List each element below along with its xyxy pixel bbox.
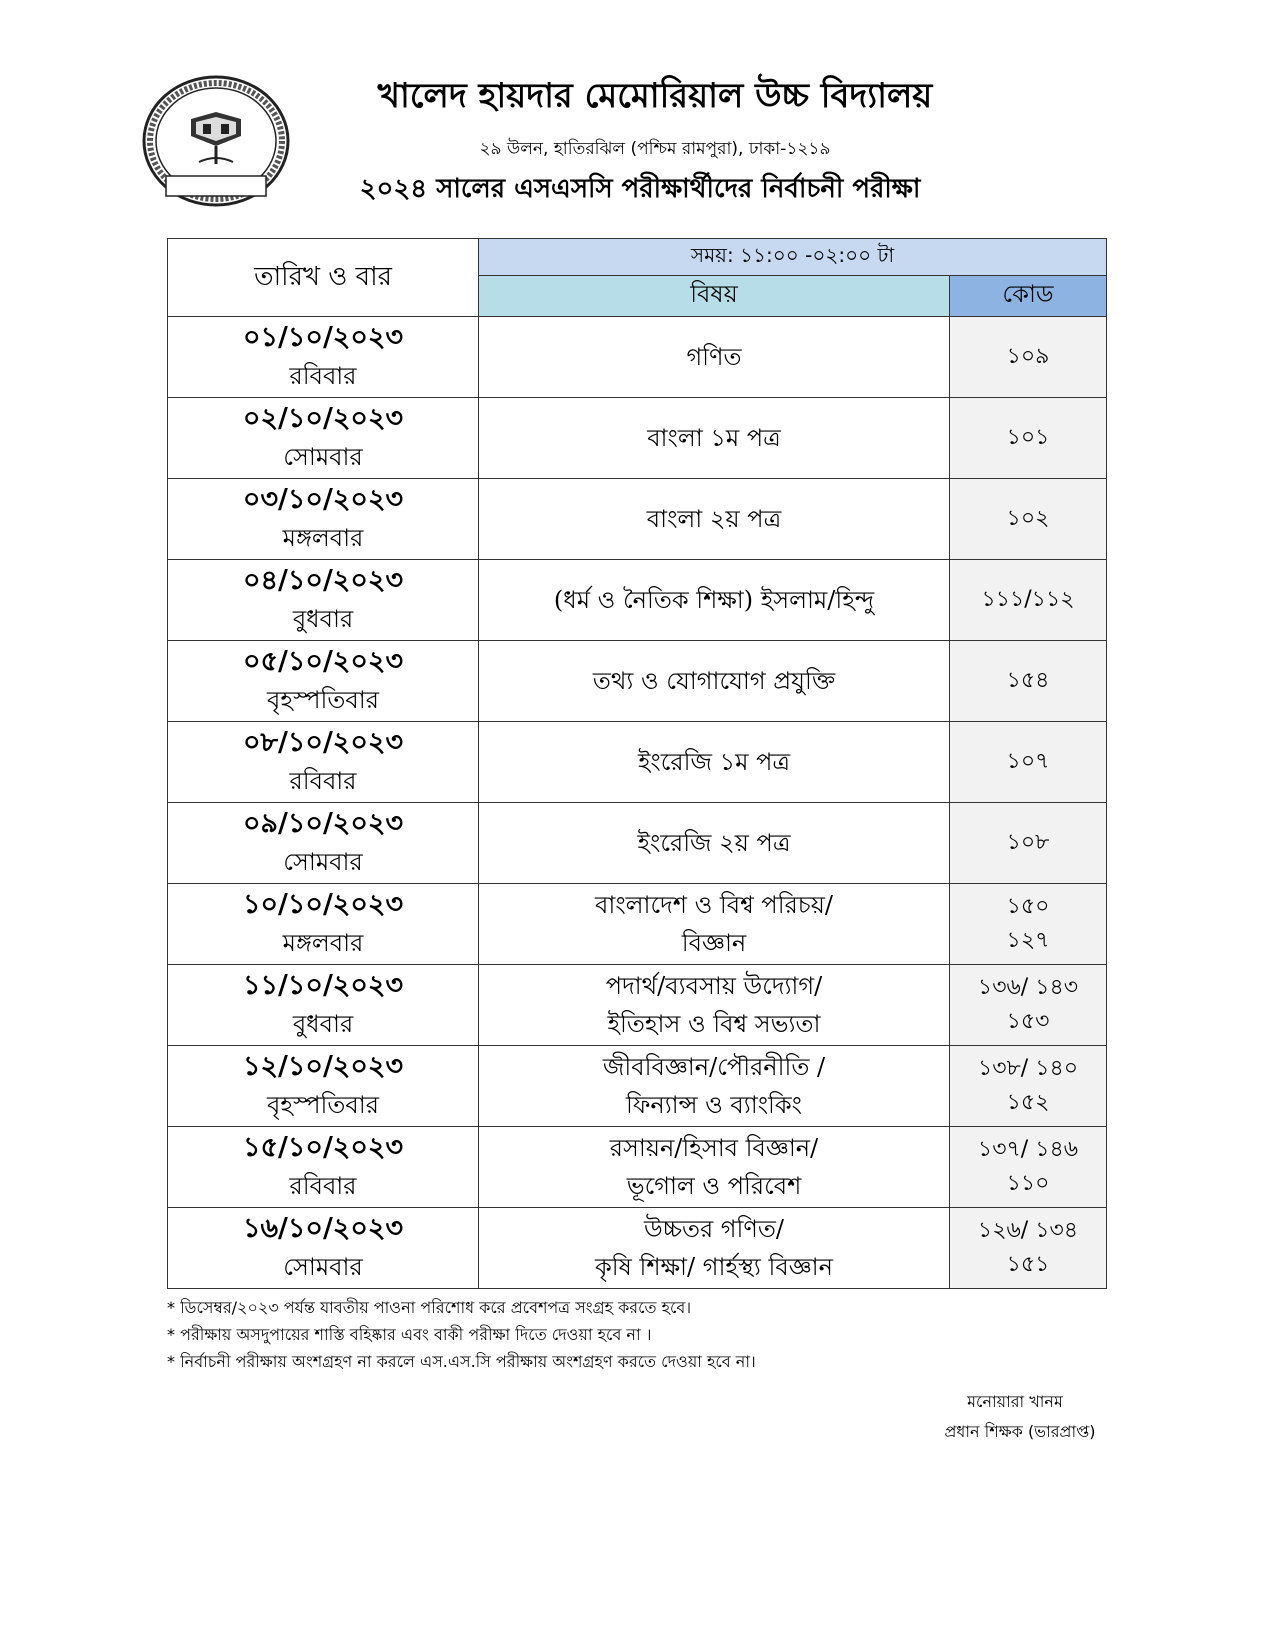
code-cell	[950, 560, 1107, 641]
exam-date: ০৫/১০/২০২৩	[242, 646, 404, 677]
subject-cell	[479, 965, 950, 1046]
subject-code: ১০২	[1006, 506, 1050, 531]
subject-code: ১০৮	[1006, 830, 1050, 855]
subject-code: ১০৯	[1006, 344, 1050, 369]
date-day-cell	[168, 884, 479, 965]
exam-weekday: সোমবার	[283, 848, 363, 876]
exam-date: ০২/১০/২০২৩	[242, 403, 404, 434]
subject-name: উচ্চতর গণিত/	[644, 1215, 784, 1243]
subject-cell	[479, 1208, 950, 1289]
code-cell	[950, 641, 1107, 722]
school-address: ২৯ উলন, হাতিরঝিল (পশ্চিম রামপুরা), ঢাকা-১২১৯	[479, 139, 831, 159]
signatory-name: মনোয়ারা খানম	[967, 1392, 1063, 1411]
exam-weekday: সোমবার	[283, 443, 363, 471]
exam-weekday: বুধবার	[292, 605, 354, 633]
subject-code: ১৫৩	[1006, 1009, 1050, 1034]
subject-name: জীববিজ্ঞান/পৌরনীতি /	[602, 1053, 826, 1081]
table-row	[168, 803, 1107, 884]
subject-name: গণিত	[686, 343, 742, 371]
date-day-cell	[168, 803, 479, 884]
notes-section	[167, 1294, 1067, 1375]
subject-cell	[479, 722, 950, 803]
subject-name: বাংলা ১ম পত্র	[647, 424, 781, 452]
subject-name: ফিন্যান্স ও ব্যাংকিং	[625, 1091, 803, 1119]
exam-date: ১০/১০/২০২৩	[242, 889, 404, 920]
subject-code: ১৫০	[1006, 894, 1050, 919]
subject-code: ১৩৮/ ১৪০	[977, 1056, 1079, 1081]
subject-cell	[479, 1127, 950, 1208]
subject-name: রসায়ন/হিসাব বিজ্ঞান/	[609, 1134, 819, 1162]
code-cell	[950, 803, 1107, 884]
subject-cell	[479, 803, 950, 884]
subject-cell	[479, 1046, 950, 1127]
subject-code: ১৫২	[1006, 1090, 1050, 1115]
code-cell	[950, 317, 1107, 398]
subject-cell	[479, 398, 950, 479]
exam-date: ১৬/১০/২০২৩	[242, 1213, 404, 1244]
subject-code: ১২৬/ ১৩৪	[977, 1218, 1079, 1243]
code-cell	[950, 722, 1107, 803]
subject-name: কৃষি শিক্ষা/ গার্হস্থ্য বিজ্ঞান	[595, 1253, 833, 1281]
date-day-cell	[168, 1127, 479, 1208]
exam-weekday: মঙ্গলবার	[282, 524, 364, 552]
exam-weekday: বুধবার	[292, 1010, 354, 1038]
subject-name: বিজ্ঞান	[681, 929, 747, 957]
subject-name: পদার্থ/ব্যবসায় উদ্যোগ/	[605, 972, 823, 1000]
subject-header: বিষয়	[479, 276, 950, 317]
exam-date: ১৫/১০/২০২৩	[242, 1132, 404, 1163]
subject-cell	[479, 479, 950, 560]
school-seal-icon	[141, 74, 291, 208]
code-cell	[950, 398, 1107, 479]
date-day-cell	[168, 641, 479, 722]
subject-code: ১২৭	[1006, 928, 1050, 953]
exam-title: ২০২৪ সালের এসএসসি পরীক্ষার্থীদের নির্বাচনী পরীক্ষা	[359, 174, 921, 204]
exam-date: ০৩/১০/২০২৩	[242, 484, 404, 515]
date-day-cell	[168, 1208, 479, 1289]
subject-cell	[479, 560, 950, 641]
exam-weekday: বৃহস্পতিবার	[267, 1091, 379, 1119]
exam-date: ০১/১০/২০২৩	[242, 322, 404, 353]
exam-weekday: রবিবার	[289, 362, 357, 390]
exam-date: ০৮/১০/২০২৩	[242, 727, 404, 758]
subject-name: তথ্য ও যোগাযোগ প্রযুক্তি	[592, 667, 836, 695]
subject-cell	[479, 884, 950, 965]
date-day-cell	[168, 560, 479, 641]
subject-name: ভূগোল ও পরিবেশ	[626, 1172, 802, 1200]
subject-name: ইতিহাস ও বিশ্ব সভ্যতা	[607, 1010, 821, 1038]
code-cell	[950, 884, 1107, 965]
subject-code: ১০৭	[1006, 749, 1050, 774]
subject-code: ১১০	[1006, 1171, 1050, 1196]
table-row	[168, 965, 1107, 1046]
exam-weekday: রবিবার	[289, 1172, 357, 1200]
date-day-cell	[168, 398, 479, 479]
table-row	[168, 317, 1107, 398]
exam-weekday: মঙ্গলবার	[282, 929, 364, 957]
code-cell	[950, 965, 1107, 1046]
table-row	[168, 479, 1107, 560]
code-cell	[950, 479, 1107, 560]
table-row	[168, 398, 1107, 479]
table-row	[168, 1046, 1107, 1127]
subject-cell	[479, 317, 950, 398]
subject-code: ১৩৬/ ১৪৩	[977, 975, 1079, 1000]
date-day-header: তারিখ ও বার	[168, 239, 479, 317]
table-row	[168, 884, 1107, 965]
exam-time-header: সময়: ১১:০০ -০২:০০ টা	[479, 239, 1107, 276]
date-day-cell	[168, 479, 479, 560]
note-item: * নির্বাচনী পরীক্ষায় অংশগ্রহণ না করলে এস.এস.সি পরীক্ষায় অংশগ্রহণ করতে দেওয়া হবে না।	[167, 1352, 756, 1371]
subject-code: ১০১	[1006, 425, 1050, 450]
exam-routine-table	[167, 238, 1107, 1289]
note-item: * পরীক্ষায় অসদুপায়ের শাস্তি বহিষ্কার এবং বাকী পরীক্ষা দিতে দেওয়া হবে না ।	[167, 1325, 652, 1344]
date-day-cell	[168, 965, 479, 1046]
table-row	[168, 722, 1107, 803]
date-day-cell	[168, 722, 479, 803]
exam-weekday: রবিবার	[289, 767, 357, 795]
subject-code: ১৫৪	[1006, 668, 1050, 693]
subject-name: বাংলাদেশ ও বিশ্ব পরিচয়/	[595, 891, 833, 919]
table-row	[168, 560, 1107, 641]
table-row	[168, 641, 1107, 722]
exam-weekday: সোমবার	[283, 1253, 363, 1281]
subject-name: (ধর্ম ও নৈতিক শিক্ষা) ইসলাম/হিন্দু	[553, 586, 875, 614]
routine-body	[168, 317, 1107, 1289]
subject-name: ইংরেজি ১ম পত্র	[637, 748, 791, 776]
signatory-title: প্রধান শিক্ষক (ভারপ্রাপ্ত)	[944, 1422, 1096, 1441]
exam-weekday: বৃহস্পতিবার	[267, 686, 379, 714]
exam-date: ১১/১০/২০২৩	[242, 970, 404, 1001]
exam-date: ১২/১০/২০২৩	[242, 1051, 404, 1082]
code-header: কোড	[950, 276, 1107, 317]
subject-name: ইংরেজি ২য় পত্র	[637, 829, 791, 857]
subject-code: ১৫১	[1006, 1252, 1050, 1277]
code-cell	[950, 1208, 1107, 1289]
subject-cell	[479, 641, 950, 722]
subject-code: ১৩৭/ ১৪৬	[977, 1137, 1079, 1162]
table-row	[168, 1127, 1107, 1208]
note-item: * ডিসেম্বর/২০২৩ পর্যন্ত যাবতীয় পাওনা পরিশোধ করে প্রবেশপত্র সংগ্রহ করতে হবে।	[167, 1298, 692, 1317]
exam-date: ০৯/১০/২০২৩	[242, 808, 404, 839]
code-cell	[950, 1046, 1107, 1127]
date-day-cell	[168, 317, 479, 398]
code-cell	[950, 1127, 1107, 1208]
exam-date: ০৪/১০/২০২৩	[242, 565, 404, 596]
subject-name: বাংলা ২য় পত্র	[646, 505, 782, 533]
school-name: খালেদ হায়দার মেমোরিয়াল উচ্চ বিদ্যালয়	[377, 76, 933, 116]
table-row	[168, 1208, 1107, 1289]
date-day-cell	[168, 1046, 479, 1127]
subject-code: ১১১/১১২	[981, 587, 1075, 612]
school-logo	[141, 74, 291, 208]
